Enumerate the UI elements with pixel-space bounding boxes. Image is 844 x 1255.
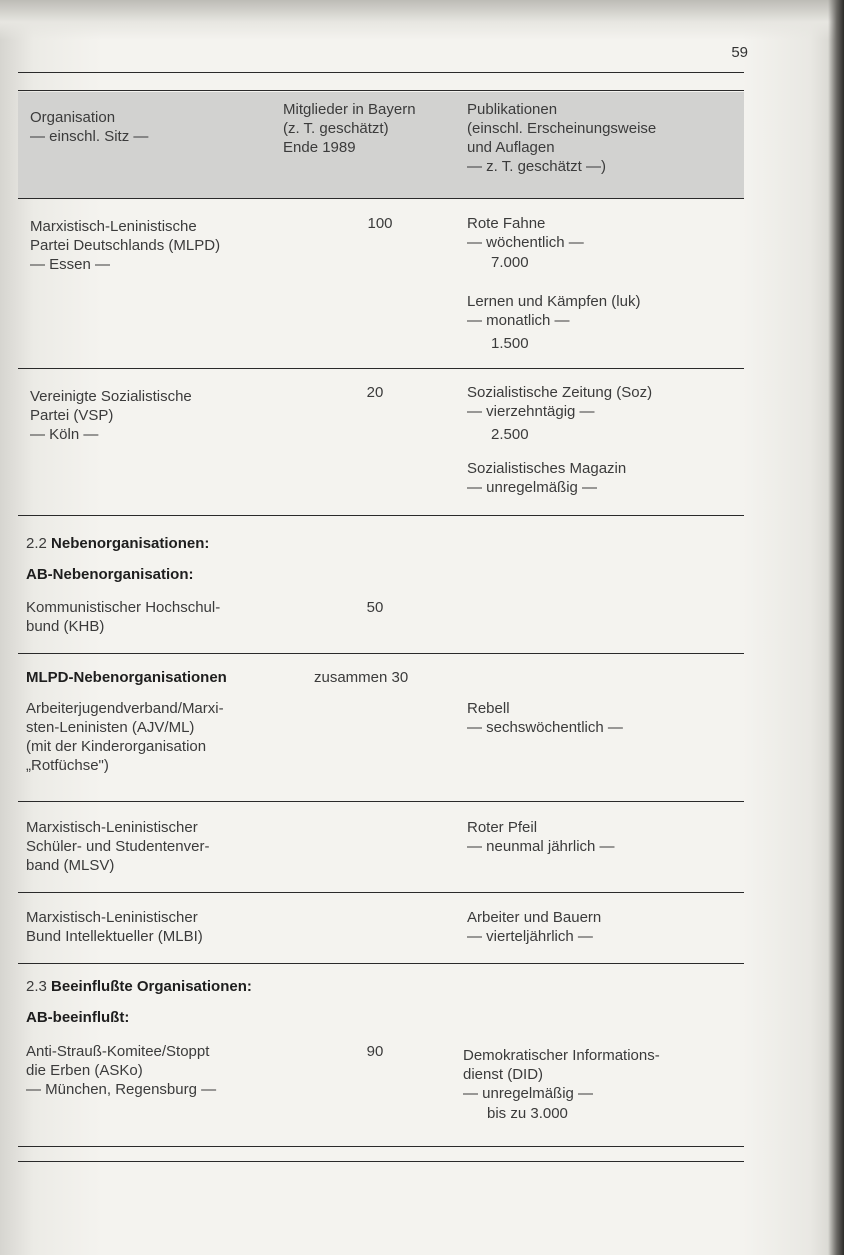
section-2-2-title: Nebenorganisationen: <box>51 535 210 552</box>
pub-rebell: Rebell — sechswöchentlich — <box>467 700 623 736</box>
pub-lernen-kaempfen-count: 1.500 <box>491 335 529 352</box>
top-shadow <box>0 0 844 40</box>
pub-sozialistisches-magazin: Sozialistisches Magazin — unregelmäßig — <box>467 460 627 496</box>
rule-after-mlsv <box>18 892 744 893</box>
org-vsp: Vereinigte Sozialistische Partei (VSP) — Köln — <box>30 388 192 443</box>
members-mlpd-neben: zusammen 30 <box>314 669 409 686</box>
book-spine-shadow <box>828 0 844 1255</box>
pub-rote-fahne-count: 7.000 <box>491 254 529 271</box>
rule-bottom-2 <box>18 1161 744 1162</box>
pub-rote-fahne: Rote Fahne — wöchentlich — <box>467 215 584 251</box>
rule-after-mlpd <box>18 368 744 369</box>
mlpd-nebenorganisationen-heading: MLPD-Nebenorganisationen <box>26 669 227 686</box>
header-organisation: Organisation — einschl. Sitz — <box>30 109 149 145</box>
section-2-3-number: 2.3 <box>26 978 47 995</box>
org-mlpd: Marxistisch-Leninistische Partei Deutschlands (MLPD) — Essen — <box>30 218 221 273</box>
org-mlbi: Marxistisch-Leninistischer Bund Intellektueller (MLBI) <box>26 909 203 945</box>
pub-arbeiter-und-bauern: Arbeiter und Bauern — vierteljährlich — <box>467 909 602 945</box>
pub-roter-pfeil: Roter Pfeil — neunmal jährlich — <box>467 819 615 855</box>
section-2-3-title: Beeinflußte Organisationen: <box>51 978 252 995</box>
section-2-2-number: 2.2 <box>26 535 47 552</box>
pub-did: Demokratischer Informations- dienst (DID) — unregelmäßig — <box>463 1047 660 1102</box>
org-asko: Anti-Strauß-Komitee/Stoppt die Erben (ASKo) — München, Regensburg — <box>26 1043 217 1098</box>
pub-soz: Sozialistische Zeitung (Soz) — vierzehntägig — <box>467 384 653 420</box>
rule-after-mlbi <box>18 963 744 964</box>
rule-top <box>18 72 744 73</box>
rule-after-khb <box>18 653 744 654</box>
header-members: Mitglieder in Bayern (z. T. geschätzt) Ende 1989 <box>283 101 416 156</box>
pub-soz-count: 2.500 <box>491 426 529 443</box>
rule-after-ajv <box>18 801 744 802</box>
rule-bottom-1 <box>18 1146 744 1147</box>
members-vsp: 20 <box>366 384 384 401</box>
header-publications: Publikationen (einschl. Erscheinungsweise und Auflagen — z. T. geschätzt —) <box>467 101 657 175</box>
members-khb: 50 <box>366 599 384 616</box>
pub-lernen-kaempfen: Lernen und Kämpfen (luk) — monatlich — <box>467 293 641 329</box>
members-asko: 90 <box>366 1043 384 1060</box>
org-mlsv: Marxistisch-Leninistischer Schüler- und Studentenver- band (MLSV) <box>26 819 210 874</box>
org-khb: Kommunistischer Hochschul- bund (KHB) <box>26 599 221 635</box>
ab-nebenorganisation-heading: AB-Nebenorganisation: <box>26 566 194 583</box>
pub-did-count: bis zu 3.000 <box>487 1105 568 1122</box>
members-mlpd: 100 <box>367 215 393 232</box>
rule-after-vsp <box>18 515 744 516</box>
section-2-3-heading <box>26 977 426 996</box>
ab-beeinflusst-heading: AB-beeinflußt: <box>26 1009 130 1026</box>
org-ajv-ml: Arbeiterjugendverband/Marxi- sten-Leninisten (AJV/ML) (mit der Kinderorganisation „Rotfüchse") <box>26 700 224 774</box>
page-number: 59 <box>731 44 748 61</box>
rule-header-bottom <box>18 198 744 199</box>
rule-header-top <box>18 90 744 91</box>
section-2-2-heading <box>26 534 426 553</box>
